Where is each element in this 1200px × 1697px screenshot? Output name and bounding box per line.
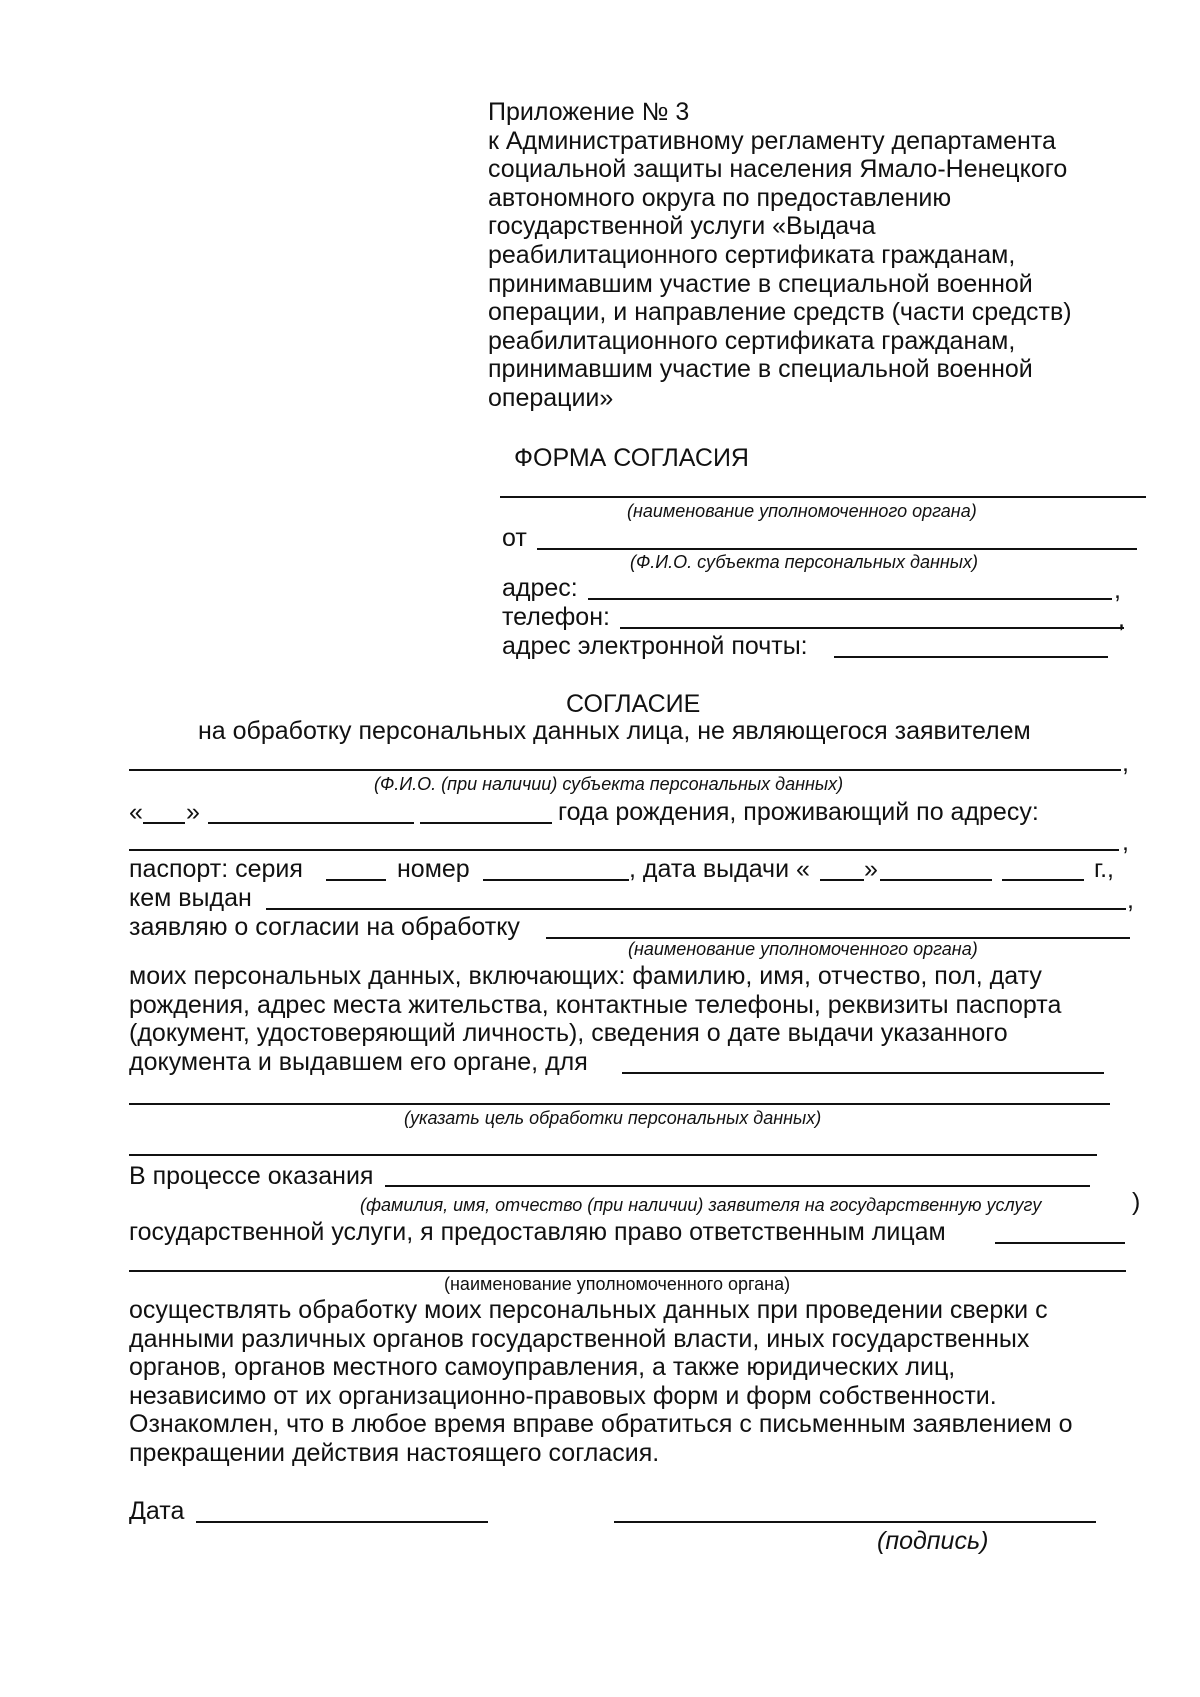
appendix-line: операции, и направление средств (части средств) [488,298,1072,327]
consent-paragraph-2 [129,1296,1129,1467]
appendix-line: принимавшим участие в специальной военной [488,355,1033,384]
appendix-line: реабилитационного сертификата гражданам, [488,240,1016,269]
fio-line[interactable] [129,769,1121,771]
fio-comma: , [1122,749,1129,777]
issue-day-line[interactable] [820,879,864,881]
consent-paragraph-1 [129,962,1129,1048]
purpose-caption: (указать цель обработки персональных данных) [404,1108,822,1128]
paragraph-line: (документ, удостоверяющий личность), сведения о дате выдачи указанного [129,1019,1008,1047]
paragraph-line: осуществлять обработку моих персональных данных при проведении сверки с [129,1296,1048,1324]
appendix-line: Приложение № 3 [488,98,690,126]
purpose-line-3[interactable] [129,1154,1097,1156]
birth-month-line[interactable] [208,822,414,824]
phone-line[interactable] [620,627,1124,629]
appendix-line: реабилитационного сертификата гражданам, [488,326,1016,355]
subject-caption: (Ф.И.О. субъекта персональных данных) [630,552,979,572]
purpose-line-1[interactable] [622,1072,1104,1074]
paragraph-line: данными различных органов государственной власти, иных государственных [129,1324,1030,1353]
purpose-line-2[interactable] [129,1103,1110,1105]
process-label: В процессе оказания [129,1162,374,1190]
purpose-label: документа и выдавшем его органе, для [129,1048,588,1076]
address-line[interactable] [588,598,1112,600]
consent-title: СОГЛАСИЕ [566,690,701,718]
email-line[interactable] [834,656,1108,658]
address-label: адрес: [502,574,578,602]
issued-by-comma: , [1127,886,1134,914]
passport-number-line[interactable] [483,879,629,881]
fio-caption: (Ф.И.О. (при наличии) субъекта персональных данных) [374,774,844,794]
issue-date-close: » [864,855,878,883]
issued-by-label: кем выдан [129,884,252,912]
applicant-caption-paren: ) [1132,1188,1141,1216]
issued-by-line[interactable] [266,908,1126,910]
phone-comma: , [1118,605,1125,633]
issue-year-line[interactable] [1002,879,1084,881]
passport-series-line[interactable] [326,879,386,881]
responsible-authority-caption: (наименование уполномоченного органа) [444,1274,791,1294]
passport-label: паспорт: серия [129,855,303,883]
appendix-line: к Административному регламенту департамента [488,126,1056,155]
responsible-authority-line-1[interactable] [995,1242,1125,1244]
year-suffix: г., [1094,855,1114,883]
residence-address-line[interactable] [129,849,1119,851]
issue-month-line[interactable] [880,879,992,881]
birth-day-line[interactable] [143,822,185,824]
phone-label: телефон: [502,603,610,631]
signature-caption: (подпись) [877,1527,989,1555]
paragraph-line: органов, органов местного самоуправления, а также юридических лиц, [129,1353,956,1381]
form-title: ФОРМА СОГЛАСИЯ [514,444,749,472]
applicant-name-line[interactable] [385,1185,1090,1187]
birth-year-line[interactable] [420,822,552,824]
appendix-line: принимавшим участие в специальной военной [488,269,1033,298]
birth-day-quote-open: « [129,798,143,826]
paragraph-line: моих персональных данных, включающих: фамилию, имя, отчество, пол, дату [129,962,1042,990]
address-comma: , [1114,576,1121,604]
appendix-line: социальной защиты населения Ямало-Ненецкого [488,155,1068,184]
email-label: адрес электронной почты: [502,632,808,660]
passport-number-label: номер [397,855,470,883]
birth-text: года рождения, проживающий по адресу: [558,798,1039,826]
appendix-line: автономного округа по предоставлению [488,183,952,212]
date-line[interactable] [196,1521,488,1523]
residence-comma: , [1122,828,1129,856]
from-label: от [502,524,527,552]
issue-date-label: , дата выдачи « [629,855,810,883]
appendix-block [488,98,1128,413]
birth-day-quote-close: » [186,798,200,826]
appendix-line: государственной услуги «Выдача [488,212,876,241]
paragraph-line: прекращении действия настоящего согласия. [129,1438,660,1467]
date-label: Дата [129,1497,185,1525]
consent-subtitle: на обработку персональных данных лица, не являющегося заявителем [198,717,1031,745]
paragraph-line: Ознакомлен, что в любое время вправе обратиться с письменным заявлением о [129,1410,1073,1438]
signature-line[interactable] [614,1521,1096,1523]
paragraph-line: рождения, адрес места жительства, контактные телефоны, реквизиты паспорта [129,990,1062,1019]
authority-caption: (наименование уполномоченного органа) [627,501,977,521]
declare-label: заявляю о согласии на обработку [129,913,520,941]
grant-text: государственной услуги, я предоставляю право ответственным лицам [129,1218,946,1246]
subject-name-line[interactable] [537,548,1137,550]
applicant-caption: (фамилия, имя, отчество (при наличии) заявителя на государственную услугу [360,1195,1042,1215]
authority-name-line[interactable] [500,496,1146,498]
responsible-authority-line-2[interactable] [129,1270,1126,1272]
declare-authority-caption: (наименование уполномоченного органа) [628,939,978,959]
appendix-line: операции» [488,383,614,412]
paragraph-line: независимо от их организационно-правовых форм и форм собственности. [129,1381,997,1410]
